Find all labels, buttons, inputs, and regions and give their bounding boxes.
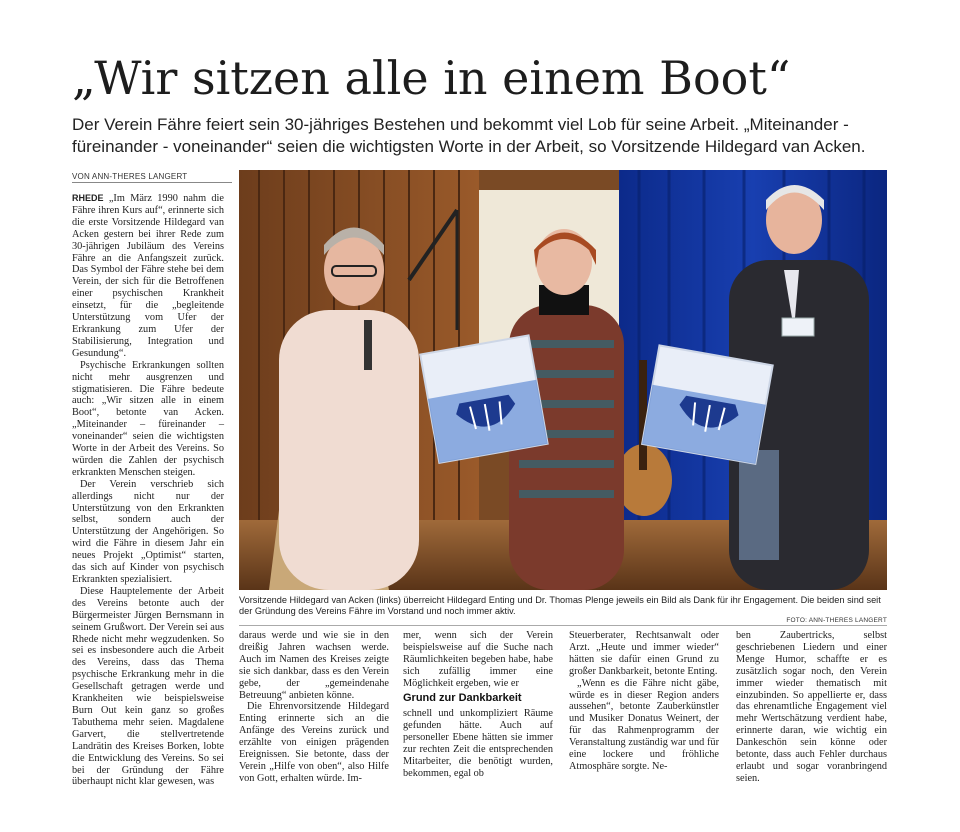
- article-photo: [239, 170, 887, 590]
- text-column-3: [403, 630, 553, 780]
- byline: VON ANN-THERES LANGERT: [72, 172, 232, 183]
- paragraph: mer, wenn sich der Verein beispielsweise auf die Suche nach Räumlichkeiten begeben habe, habe sich zufällig immer eine Möglichkeit ergeben, wie er: [403, 630, 553, 689]
- headline: „Wir sitzen alle in einem Boot“: [72, 51, 791, 105]
- photo-credit: FOTO: ANN-THERES LANGERT: [786, 617, 887, 624]
- paragraph: Steuerberater, Rechtsanwalt oder Arzt. „Heute und immer wieder“ hätten sie dafür einen Grund zu großer Dankbarkeit, betonte Enting.: [569, 630, 719, 677]
- text-column-2: [239, 630, 389, 785]
- subheadline: Der Verein Fähre feiert sein 30-jähriges Bestehen und bekommt viel Lob für seine Arbeit. „Miteinander - füreinander - voneinander“ seien die wichtigsten Worte in der Arbeit, so Vorsitzende Hildegard van Acken.: [72, 115, 866, 156]
- paragraph: Psychische Erkrankungen sollten nicht mehr ausgrenzen und stigmatisieren. Die Fähre bedeute auch: „Wir sitzen alle in einem Boot“, betonte van Acken. „Miteinander – füreinander – voneinander“ seien die wichtigsten Worte in der Arbeit des Vereins. So würden die Zahlen der psychisch erkrankten Menschen steigen.: [72, 359, 224, 478]
- divider: [239, 625, 887, 626]
- text-column-5: [736, 630, 887, 785]
- paragraph: Diese Hauptelemente der Arbeit des Vereins betonte auch der Bürgermeister Jürgen Bernsmann in seinem Grußwort. Der Verein sei aus Rhede nicht mehr wegzudenken. So sei es insbesondere auch die Arbeit des Vereins, dass das Thema psychische Erkrankung mehr in die Gesellschaft getragen werde und Krankheiten wie beispielsweise Burn Out kein ganz so großes Tabuthema mehr seien. Magdalene Garvert, die stellvertretende Landrätin des Kreises Borken, lobte die Entwicklung des Vereins. So sei bei der Gründung der Fähre überhaupt nicht klar gewesen, was: [72, 585, 224, 788]
- paragraph: schnell und unkompliziert Räume gefunden hätte. Auch auf personeller Ebene hätten sie immer zur rechten Zeit die entsprechenden Mitarbeiter, die benötigt wurden, bekommen, egal ob: [403, 708, 553, 779]
- text-column-4: [569, 630, 719, 773]
- paragraph: daraus werde und wie sie in den dreißig Jahren wachsen werde. Auch im Namen des Kreises zeigte sie sich dankbar, dass es den Verein gebe, der „gemeindenahe Betreuung“ anbieten könne.: [239, 630, 389, 701]
- paragraph: RHEDE „Im März 1990 nahm die Fähre ihren Kurs auf“, erinnerte sich die erste Vorsitzende Hildegard van Acken gestern bei ihrer Rede zum 30-jährigen Jubiläum des Vereins Fähre an die Anfangszeit zurück. Das Symbol der Fähre stehe bei dem Verein, der sich für die Betroffenen einer psychischen Krankheit einsetzt, für die „begleitende Unterstützung vom Ufer der Erkrankung zum Ufer der Stabilisierung, Integration und Gesundung“.: [72, 193, 224, 359]
- paragraph: Der Verein verschrieb sich allerdings nicht nur der Unterstützung von den Erkrankten selbst, sondern auch der Unterstützung der Angehörigen. So wird die Fähre in diesem Jahr ein neues Projekt „Optimist“ starten, das sich auf Kinder von psychisch Erkrankten spezialisiert.: [72, 478, 224, 585]
- text-column-1: [72, 193, 224, 788]
- paragraph: Die Ehrenvorsitzende Hildegard Enting erinnerte sich an die Anfänge des Vereins zurück und erzählte von einigen prägenden Ereignissen. Sie betonte, dass der Verein „Hilfe von oben“, also Hilfe von Gott, erhalten würde. Im-: [239, 701, 389, 784]
- subheading: Grund zur Dankbarkeit: [403, 691, 522, 704]
- photo-caption: Vorsitzende Hildegard van Acken (links) überreicht Hildegard Enting und Dr. Thomas Plenge jeweils ein Bild als Dank für ihr Engagement. Die beiden sind seit der Gründung des Vereins Fähre im Vorstand und noch immer aktiv.: [239, 595, 881, 616]
- photo-illustration: [239, 170, 887, 590]
- paragraph: ben Zaubertricks, selbst geschriebenen Liedern und einer Menge Humor, schaffte er es zusätzlich sogar noch, den Verein immer wieder thematisch mit einzubinden. So appellierte er, dass das ehrenamtliche Engagement viel mehr Wertschätzung verdient habe, erinnerte daran, wie wichtig ein Dankeschön sein könne oder betonte, dass auch Fehler durchaus erlaubt und sogar voranbringend seien.: [736, 630, 887, 784]
- dateline: RHEDE: [72, 193, 104, 203]
- paragraph: „Wenn es die Fähre nicht gäbe, würde es in dieser Region anders aussehen“, betonte Zauberkünstler und Musiker Donatus Weinert, der für das Rahmenprogramm der Veranstaltung zuständig war und für eine lockere und fröhliche Atmosphäre sorgte. Ne-: [569, 677, 719, 772]
